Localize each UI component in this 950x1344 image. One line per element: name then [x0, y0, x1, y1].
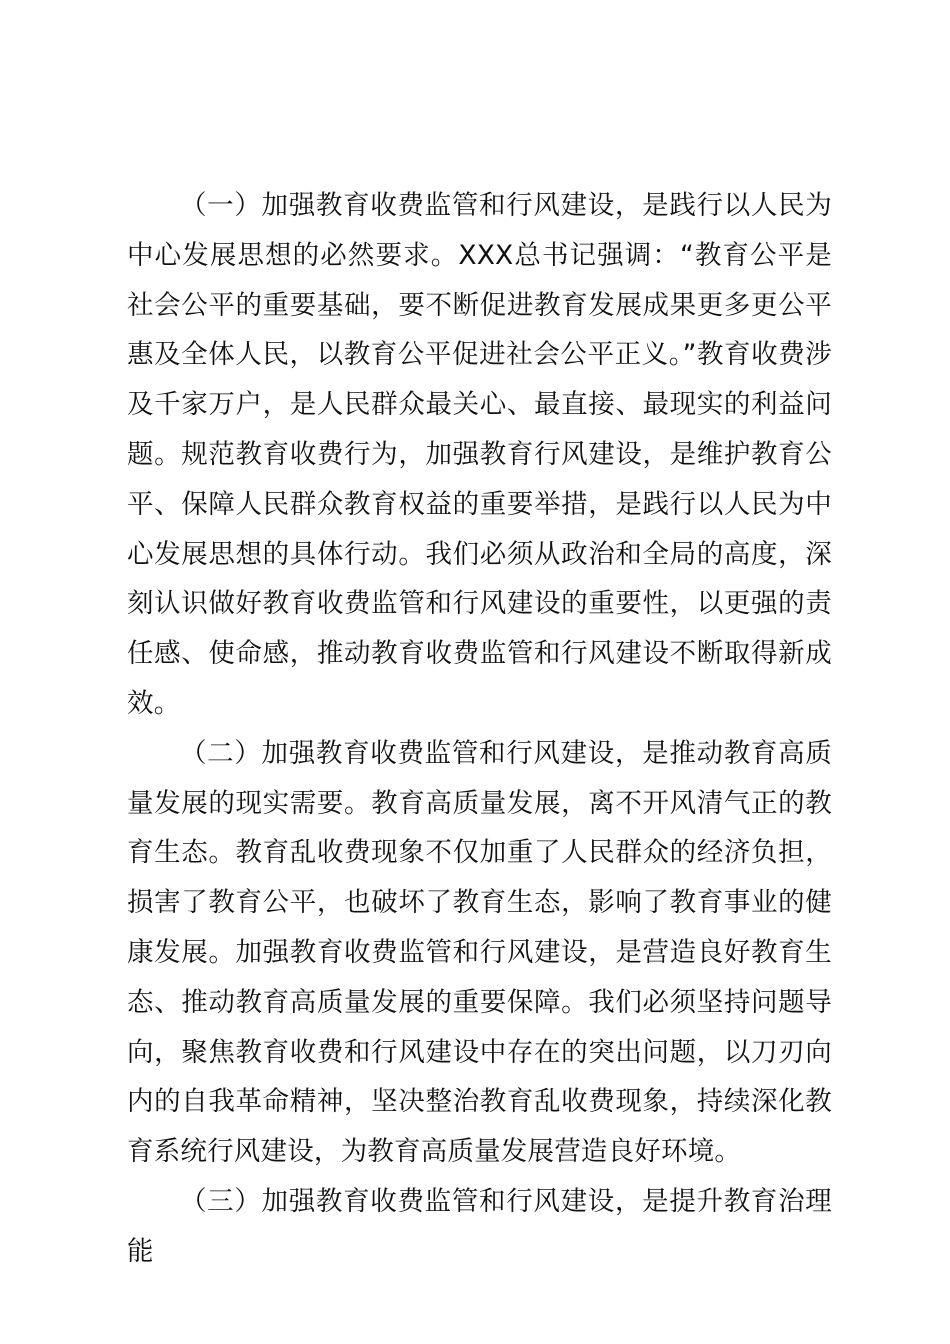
paragraph-1: （一）加强教育收费监管和行风建设，是践行以人民为中心发展思想的必然要求。XXX总书记强调：“教育公平是社会公平的重要基础，要不断促进教育发展成果更多更公平惠及全体人民，以教育公平促进社会公平正义。”教育收费涉及千家万户，是人民群众最关心、最直接、最现实的利益问题。规范教育收费行为，加强教育行风建设，是维护教育公平、保障人民群众教育权益的重要举措，是践行以人民为中心发展思想的具体行动。我们必须从政治和全局的高度，深刻认识做好教育收费监管和行风建设的重要性，以更强的责任感、使命感，推动教育收费监管和行风建设不断取得新成效。	[127, 190, 832, 719]
paragraph-2: （二）加强教育收费监管和行风建设，是推动教育高质量发展的现实需要。教育高质量发展，离不开风清气正的教育生态。教育乱收费现象不仅加重了人民群众的经济负担，损害了教育公平，也破坏了教育生态，影响了教育事业的健康发展。加强教育收费监管和行风建设，是营造良好教育生态、推动教育高质量发展的重要保障。我们必须坚持问题导向，聚焦教育收费和行风建设中存在的突出问题，以刀刃向内的自我革命精神，坚决整治教育乱收费现象，持续深化教育系统行风建设，为教育高质量发展营造良好环境。	[127, 737, 832, 1168]
paragraph-3: （三）加强教育收费监管和行风建设，是提升教育治理能	[127, 1185, 832, 1267]
document-body	[127, 181, 832, 1277]
